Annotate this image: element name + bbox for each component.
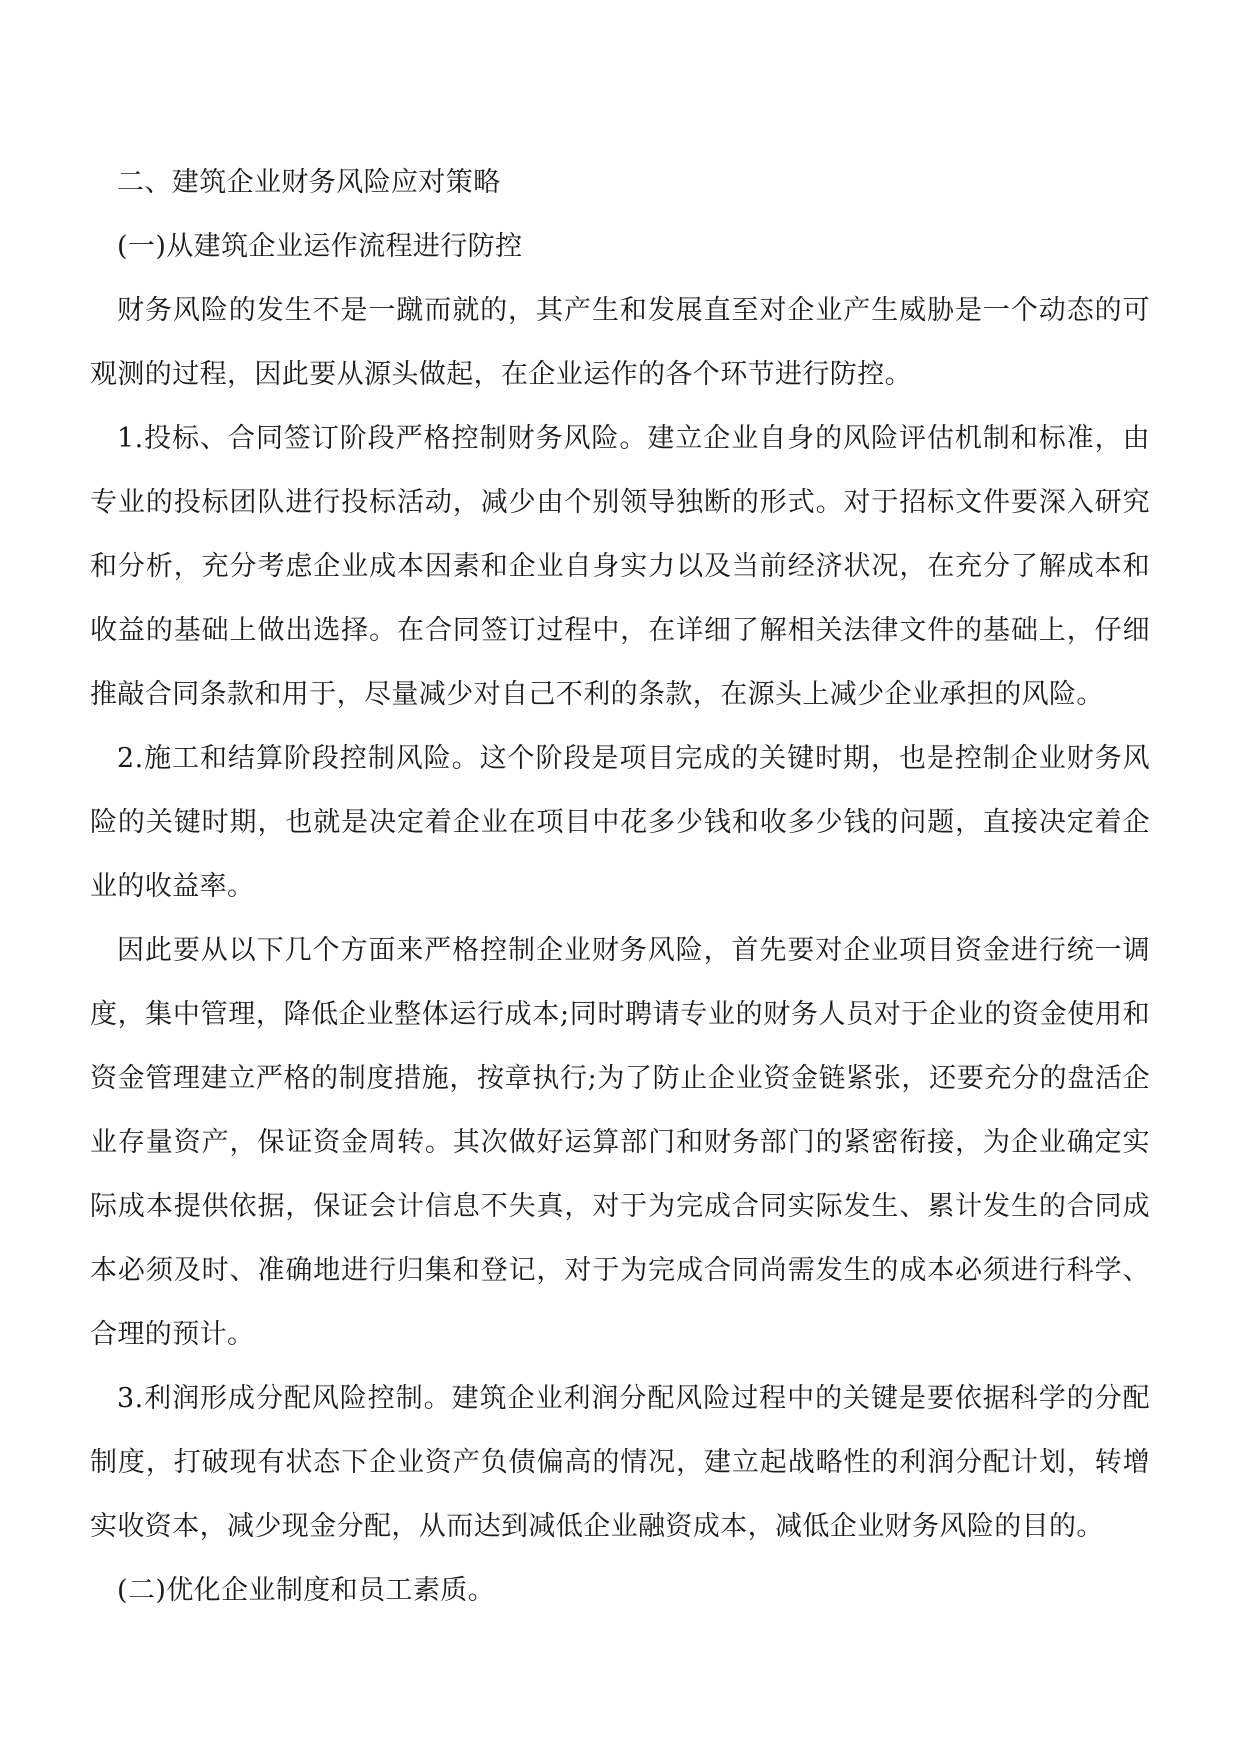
document-body [90, 151, 1150, 1623]
paragraph-item-1: 1.投标、合同签订阶段严格控制财务风险。建立企业自身的风险评估机制和标准，由专业的投标团队进行投标活动，减少由个别领导独断的形式。对于招标文件要深入研究和分析，充分考虑企业成本因素和企业自身实力以及当前经济状况，在充分了解成本和收益的基础上做出选择。在合同签订过程中，在详细了解相关法律文件的基础上，仔细推敲合同条款和用于，尽量减少对自己不利的条款，在源头上减少企业承担的风险。 [90, 423, 1150, 710]
subsection-heading-1: (一)从建筑企业运作流程进行防控 [117, 231, 523, 262]
intro-paragraph: 财务风险的发生不是一蹴而就的，其产生和发展直至对企业产生威胁是一个动态的可观测的过程，因此要从源头做起，在企业运作的各个环节进行防控。 [90, 295, 1150, 390]
paragraph-item-2-continued: 因此要从以下几个方面来严格控制企业财务风险，首先要对企业项目资金进行统一调度，集中管理，降低企业整体运行成本;同时聘请专业的财务人员对于企业的资金使用和资金管理建立严格的制度措施，按章执行;为了防止企业资金链紧张，还要充分的盘活企业存量资产，保证资金周转。其次做好运算部门和财务部门的紧密衔接，为企业确定实际成本提供依据，保证会计信息不失真，对于为完成合同实际发生、累计发生的合同成本必须及时、准确地进行归集和登记，对于为完成合同尚需发生的成本必须进行科学、合理的预计。 [90, 935, 1150, 1350]
subsection-heading-2: (二)优化企业制度和员工素质。 [117, 1575, 496, 1606]
paragraph-item-3: 3.利润形成分配风险控制。建筑企业利润分配风险过程中的关键是要依据科学的分配制度，打破现有状态下企业资产负债偏高的情况，建立起战略性的利润分配计划，转增实收资本，减少现金分配，从而达到减低企业融资成本，减低企业财务风险的目的。 [90, 1383, 1150, 1542]
section-heading: 二、建筑企业财务风险应对策略 [117, 167, 501, 198]
paragraph-item-2: 2.施工和结算阶段控制风险。这个阶段是项目完成的关键时期，也是控制企业财务风险的关键时期，也就是决定着企业在项目中花多少钱和收多少钱的问题，直接决定着企业的收益率。 [90, 743, 1150, 902]
